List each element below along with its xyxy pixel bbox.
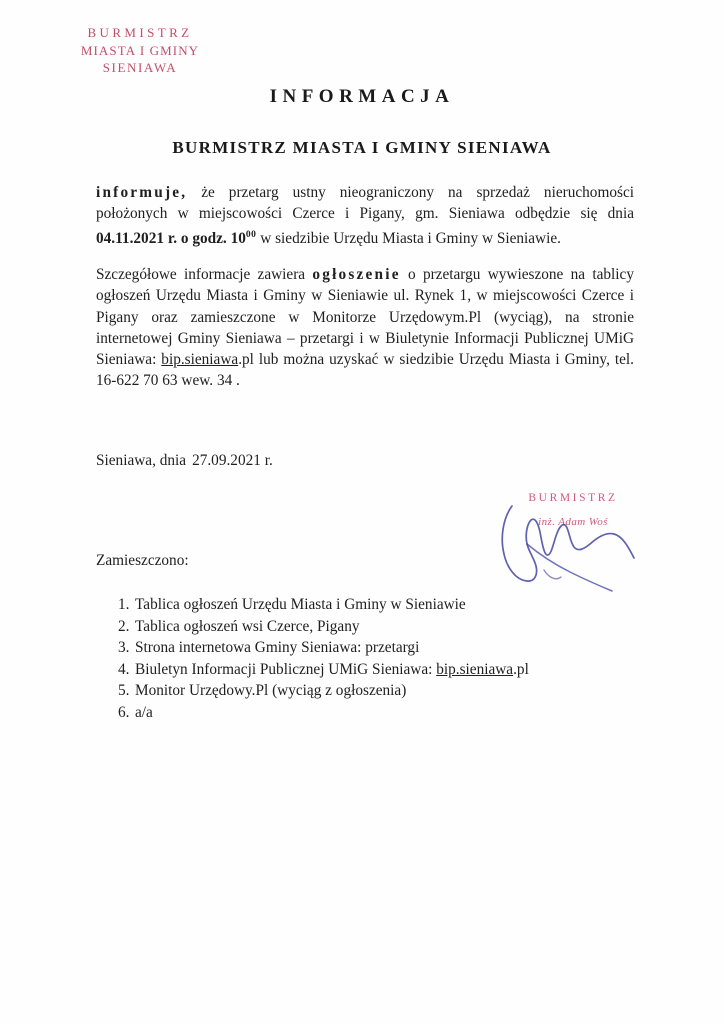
stamp-signer-name: inż. Adam Woś: [538, 516, 608, 528]
list-item-number: 5.: [118, 682, 130, 699]
list-item-number: 1.: [118, 596, 130, 613]
paragraph-2-text-b: o przetargu wywieszone na tablicy ogłoszeń Urzędu Miasta i Gminy w Sieniawie ul. Rynek 1, w miejscowości Czerce i Pigany oraz zamieszczone w Monitorze Urzędowym.Pl (wyciąg), na stronie internetowej Gminy Sieniawa – przetargi i w Biuletynie Informacji Publicznej UMiG Sieniawa:: [96, 266, 634, 369]
posted-list: [118, 594, 618, 723]
auction-time-superscript: 00: [245, 229, 257, 240]
list-item-text: Strona internetowa Gminy Sieniawa: przetargi: [135, 639, 420, 656]
list-item-text: Monitor Urzędowy.Pl (wyciąg z ogłoszenia): [135, 682, 407, 699]
list-item-text: Biuletyn Informacji Publicznej UMiG Sieniawa:: [135, 660, 437, 678]
document-date: 27.09.2021 r.: [192, 452, 273, 469]
list-item-number: 6.: [118, 703, 130, 721]
list-item-text: a/a: [135, 703, 153, 721]
list-item: [118, 637, 618, 659]
paragraph-2-text-a: Szczegółowe informacje zawiera: [96, 266, 313, 283]
paragraph-2-emphasis: ogłoszenie: [312, 266, 401, 283]
paragraph-details: [96, 264, 634, 392]
list-item: [118, 616, 618, 638]
paragraph-1-lead: informuje,: [96, 184, 188, 201]
list-item-number: 2.: [118, 617, 130, 635]
letterhead-line-1: BURMISTRZ: [87, 25, 193, 40]
bip-link[interactable]: bip.sieniawa: [436, 660, 514, 678]
list-item-number: 3.: [118, 639, 130, 656]
document-title: INFORMACJA: [269, 86, 455, 107]
list-item: [118, 680, 618, 702]
posted-label: Zamieszczono:: [96, 552, 189, 569]
list-item: [118, 702, 618, 724]
bip-link-suffix: .pl: [513, 660, 529, 678]
stamp-title: BURMISTRZ: [528, 492, 618, 504]
list-item: [118, 659, 618, 681]
place-label: Sieniawa, dnia: [96, 452, 187, 469]
paragraph-2-text-c: lub można uzyskać w siedzibie Urzędu Miasta i Gminy, tel. 16-622 70 63 wew. 34 .: [96, 351, 634, 390]
letterhead-line-2: MIASTA I GMINY: [80, 42, 200, 58]
letterhead-line-3: SIENIAWA: [102, 60, 178, 76]
handwritten-signature-icon: [494, 492, 644, 592]
bip-link[interactable]: bip.sieniawa: [161, 351, 239, 369]
list-item: [118, 594, 618, 616]
auction-date: 04.11.2021 r. o godz. 10: [96, 229, 246, 247]
document-subtitle: BURMISTRZ MIASTA I GMINY SIENIAWA: [172, 138, 552, 157]
place-and-date: [96, 452, 273, 470]
list-item-number: 4.: [118, 660, 130, 678]
paragraph-1-text-a: że przetarg ustny nieograniczony na sprzedaż nieruchomości położonych w miejscowości Czerce i Pigany, gm. Sieniawa odbędzie się dnia: [96, 184, 634, 223]
letterhead: [30, 24, 250, 77]
paragraph-1-text-b: w siedzibie Urzędu Miasta i Gminy w Sieniawie.: [256, 229, 561, 247]
bip-link-suffix: .pl: [238, 351, 254, 369]
list-item-text: Tablica ogłoszeń wsi Czerce, Pigany: [135, 617, 360, 635]
paragraph-announcement: [96, 182, 634, 249]
list-item-text: Tablica ogłoszeń Urzędu Miasta i Gminy w Sieniawie: [135, 596, 466, 613]
